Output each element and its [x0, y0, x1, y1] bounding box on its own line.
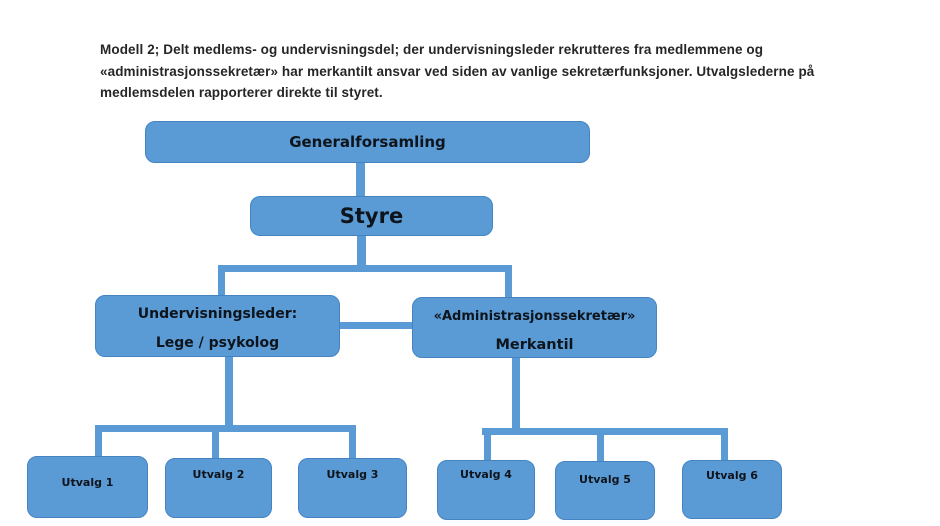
caption-line-3: medlemsdelen rapporterer direkte til styret. — [100, 85, 383, 100]
node-administrasjonssekretaer-line1: «Administrasjonssekretær» — [433, 309, 636, 324]
node-undervisningsleder-line2: Lege / psykolog — [155, 335, 280, 351]
node-utvalg4 — [437, 460, 535, 520]
connector-undervisningsleder-down — [225, 355, 233, 430]
node-utvalg2-label: Utvalg 2 — [192, 468, 245, 481]
connector-drop-administrasjonssekretaer — [505, 265, 512, 299]
node-administrasjonssekretaer-line2: Merkantil — [495, 337, 574, 353]
node-utvalg6-label: Utvalg 6 — [706, 469, 758, 482]
connector-undervisningsleder-administrasjonssekretaer — [338, 322, 414, 329]
node-utvalg1-label: Utvalg 1 — [61, 476, 114, 489]
connector-right-branch-bar — [482, 428, 728, 435]
node-utvalg5 — [555, 461, 655, 520]
connector-styre-down — [357, 234, 366, 267]
connector-drop-utvalg4 — [484, 432, 491, 462]
node-administrasjonssekretaer — [412, 297, 657, 358]
connector-administrasjonssekretaer-down — [512, 356, 520, 432]
node-generalforsamling — [145, 121, 590, 163]
node-styre-label: Styre — [339, 204, 404, 228]
connector-left-branch-bar — [95, 425, 356, 432]
connector-drop-utvalg1 — [95, 429, 102, 458]
connector-styre-branch-bar — [218, 265, 512, 272]
diagram-caption — [100, 39, 900, 104]
node-utvalg3-label: Utvalg 3 — [326, 468, 379, 481]
connector-drop-utvalg3 — [349, 429, 356, 460]
caption-line-2: «administrasjonssekretær» har merkantilt ansvar ved siden av vanlige sekretærfunksjoner. Utvalgslederne på — [100, 63, 815, 79]
connector-drop-utvalg2 — [212, 429, 219, 460]
node-undervisningsleder-line1: Undervisningsleder: — [137, 306, 298, 322]
node-styre — [250, 196, 493, 236]
node-utvalg5-label: Utvalg 5 — [579, 473, 631, 486]
connector-drop-utvalg6 — [721, 432, 728, 462]
node-generalforsamling-label: Generalforsamling — [289, 133, 446, 151]
node-undervisningsleder — [95, 295, 340, 357]
node-utvalg2 — [165, 458, 272, 518]
connector-generalforsamling-styre — [356, 162, 365, 198]
node-utvalg3 — [298, 458, 407, 518]
node-utvalg6 — [682, 460, 782, 519]
node-utvalg4-label: Utvalg 4 — [460, 468, 512, 481]
connector-drop-utvalg5 — [597, 432, 604, 463]
caption-line-1: Modell 2; Delt medlems- og undervisningsdel; der undervisningsleder rekrutteres fra medlemmene og — [100, 42, 764, 57]
node-utvalg1 — [27, 456, 148, 518]
connector-drop-undervisningsleder — [218, 265, 225, 297]
